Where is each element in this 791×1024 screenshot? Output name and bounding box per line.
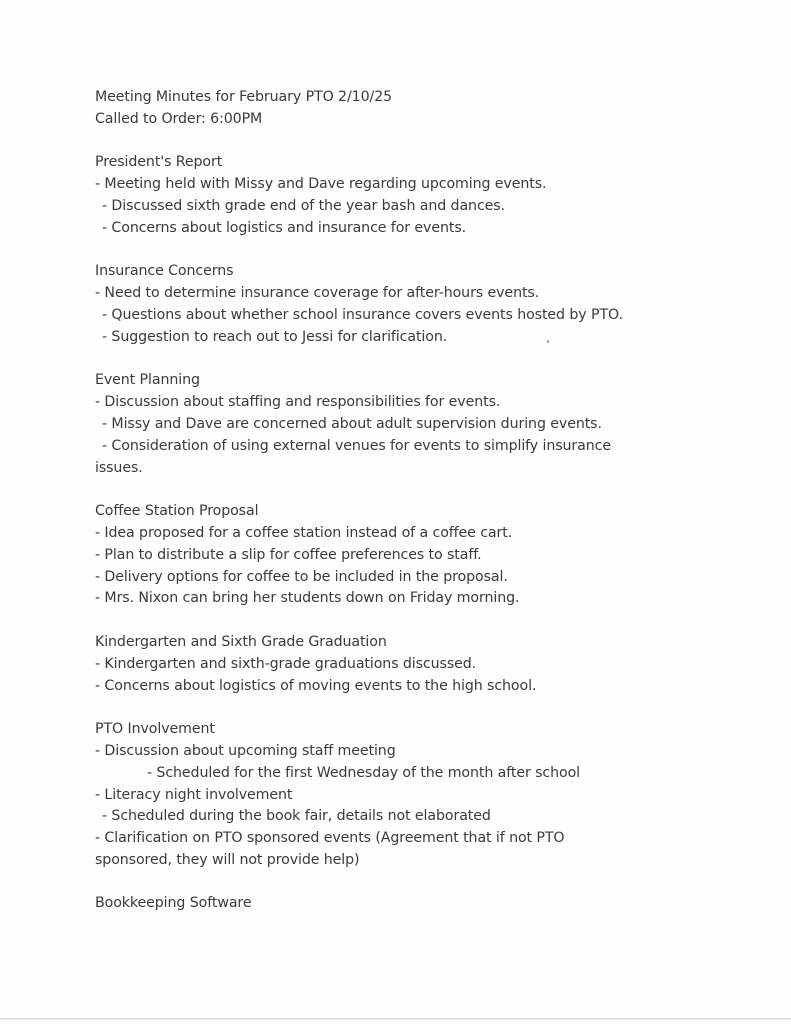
list-subitem: - Scheduled during the book fair, details not elaborated: [102, 808, 491, 825]
section-pto-involvement: [95, 719, 715, 872]
list-subitem: - Suggestion to reach out to Jessi for clarification.: [102, 328, 448, 345]
page-bottom-edge: [0, 1018, 791, 1020]
list-item: - Discussion about upcoming staff meeting: [95, 742, 396, 759]
spacer: [95, 872, 715, 894]
spacer: [95, 349, 715, 371]
list-item: - Idea proposed for a coffee station instead of a coffee cart.: [95, 524, 513, 541]
section-heading: Event Planning: [95, 372, 200, 389]
list-item: - Delivery options for coffee to be included in the proposal.: [95, 568, 508, 585]
list-item: - Clarification on PTO sponsored events (Agreement that if not PTO: [95, 830, 565, 847]
list-item: - Literacy night involvement: [95, 786, 293, 803]
list-subitem: - Discussed sixth grade end of the year bash and dances.: [102, 197, 505, 214]
list-item: - Concerns about logistics of moving events to the high school.: [95, 677, 537, 694]
section-heading: Insurance Concerns: [95, 263, 234, 280]
list-subitem-continuation: issues.: [95, 459, 143, 476]
list-item: - Mrs. Nixon can bring her students down on Friday morning.: [95, 590, 520, 607]
scan-speck: [547, 340, 549, 343]
called-to-order: Called to Order: 6:00PM: [95, 110, 263, 127]
section-heading: Bookkeeping Software: [95, 895, 252, 912]
list-item: - Plan to distribute a slip for coffee preferences to staff.: [95, 546, 482, 563]
section-coffee-station-proposal: [95, 501, 715, 610]
list-item: - Discussion about staffing and responsibilities for events.: [95, 394, 501, 411]
list-subitem: - Scheduled for the first Wednesday of the month after school: [147, 764, 581, 781]
spacer: [95, 697, 715, 719]
spacer: [95, 610, 715, 632]
section-heading: President's Report: [95, 154, 223, 171]
list-subitem: - Concerns about logistics and insurance for events.: [102, 219, 467, 236]
document-title: Meeting Minutes for February PTO 2/10/25: [95, 89, 393, 105]
section-heading: Coffee Station Proposal: [95, 503, 259, 520]
section-heading: Kindergarten and Sixth Grade Graduation: [95, 633, 387, 650]
section-event-planning: [95, 370, 715, 479]
list-subitem: - Questions about whether school insurance covers events hosted by PTO.: [102, 306, 623, 323]
list-item-continuation: sponsored, they will not provide help): [95, 851, 360, 868]
section-graduation: [95, 632, 715, 697]
spacer: [95, 240, 715, 262]
section-presidents-report: [95, 152, 715, 239]
section-bookkeeping-software: [95, 893, 715, 915]
spacer: [95, 479, 715, 501]
section-insurance-concerns: [95, 261, 715, 348]
spacer: [95, 131, 715, 153]
list-item: - Need to determine insurance coverage for after-hours events.: [95, 285, 540, 302]
section-heading: PTO Involvement: [95, 721, 215, 738]
list-item: - Kindergarten and sixth-grade graduations discussed.: [95, 655, 477, 672]
list-subitem: - Consideration of using external venues for events to simplify insurance: [102, 437, 611, 454]
meeting-minutes-page: [95, 87, 715, 915]
list-subitem: - Missy and Dave are concerned about adult supervision during events.: [102, 415, 602, 432]
list-item: - Meeting held with Missy and Dave regarding upcoming events.: [95, 176, 547, 193]
